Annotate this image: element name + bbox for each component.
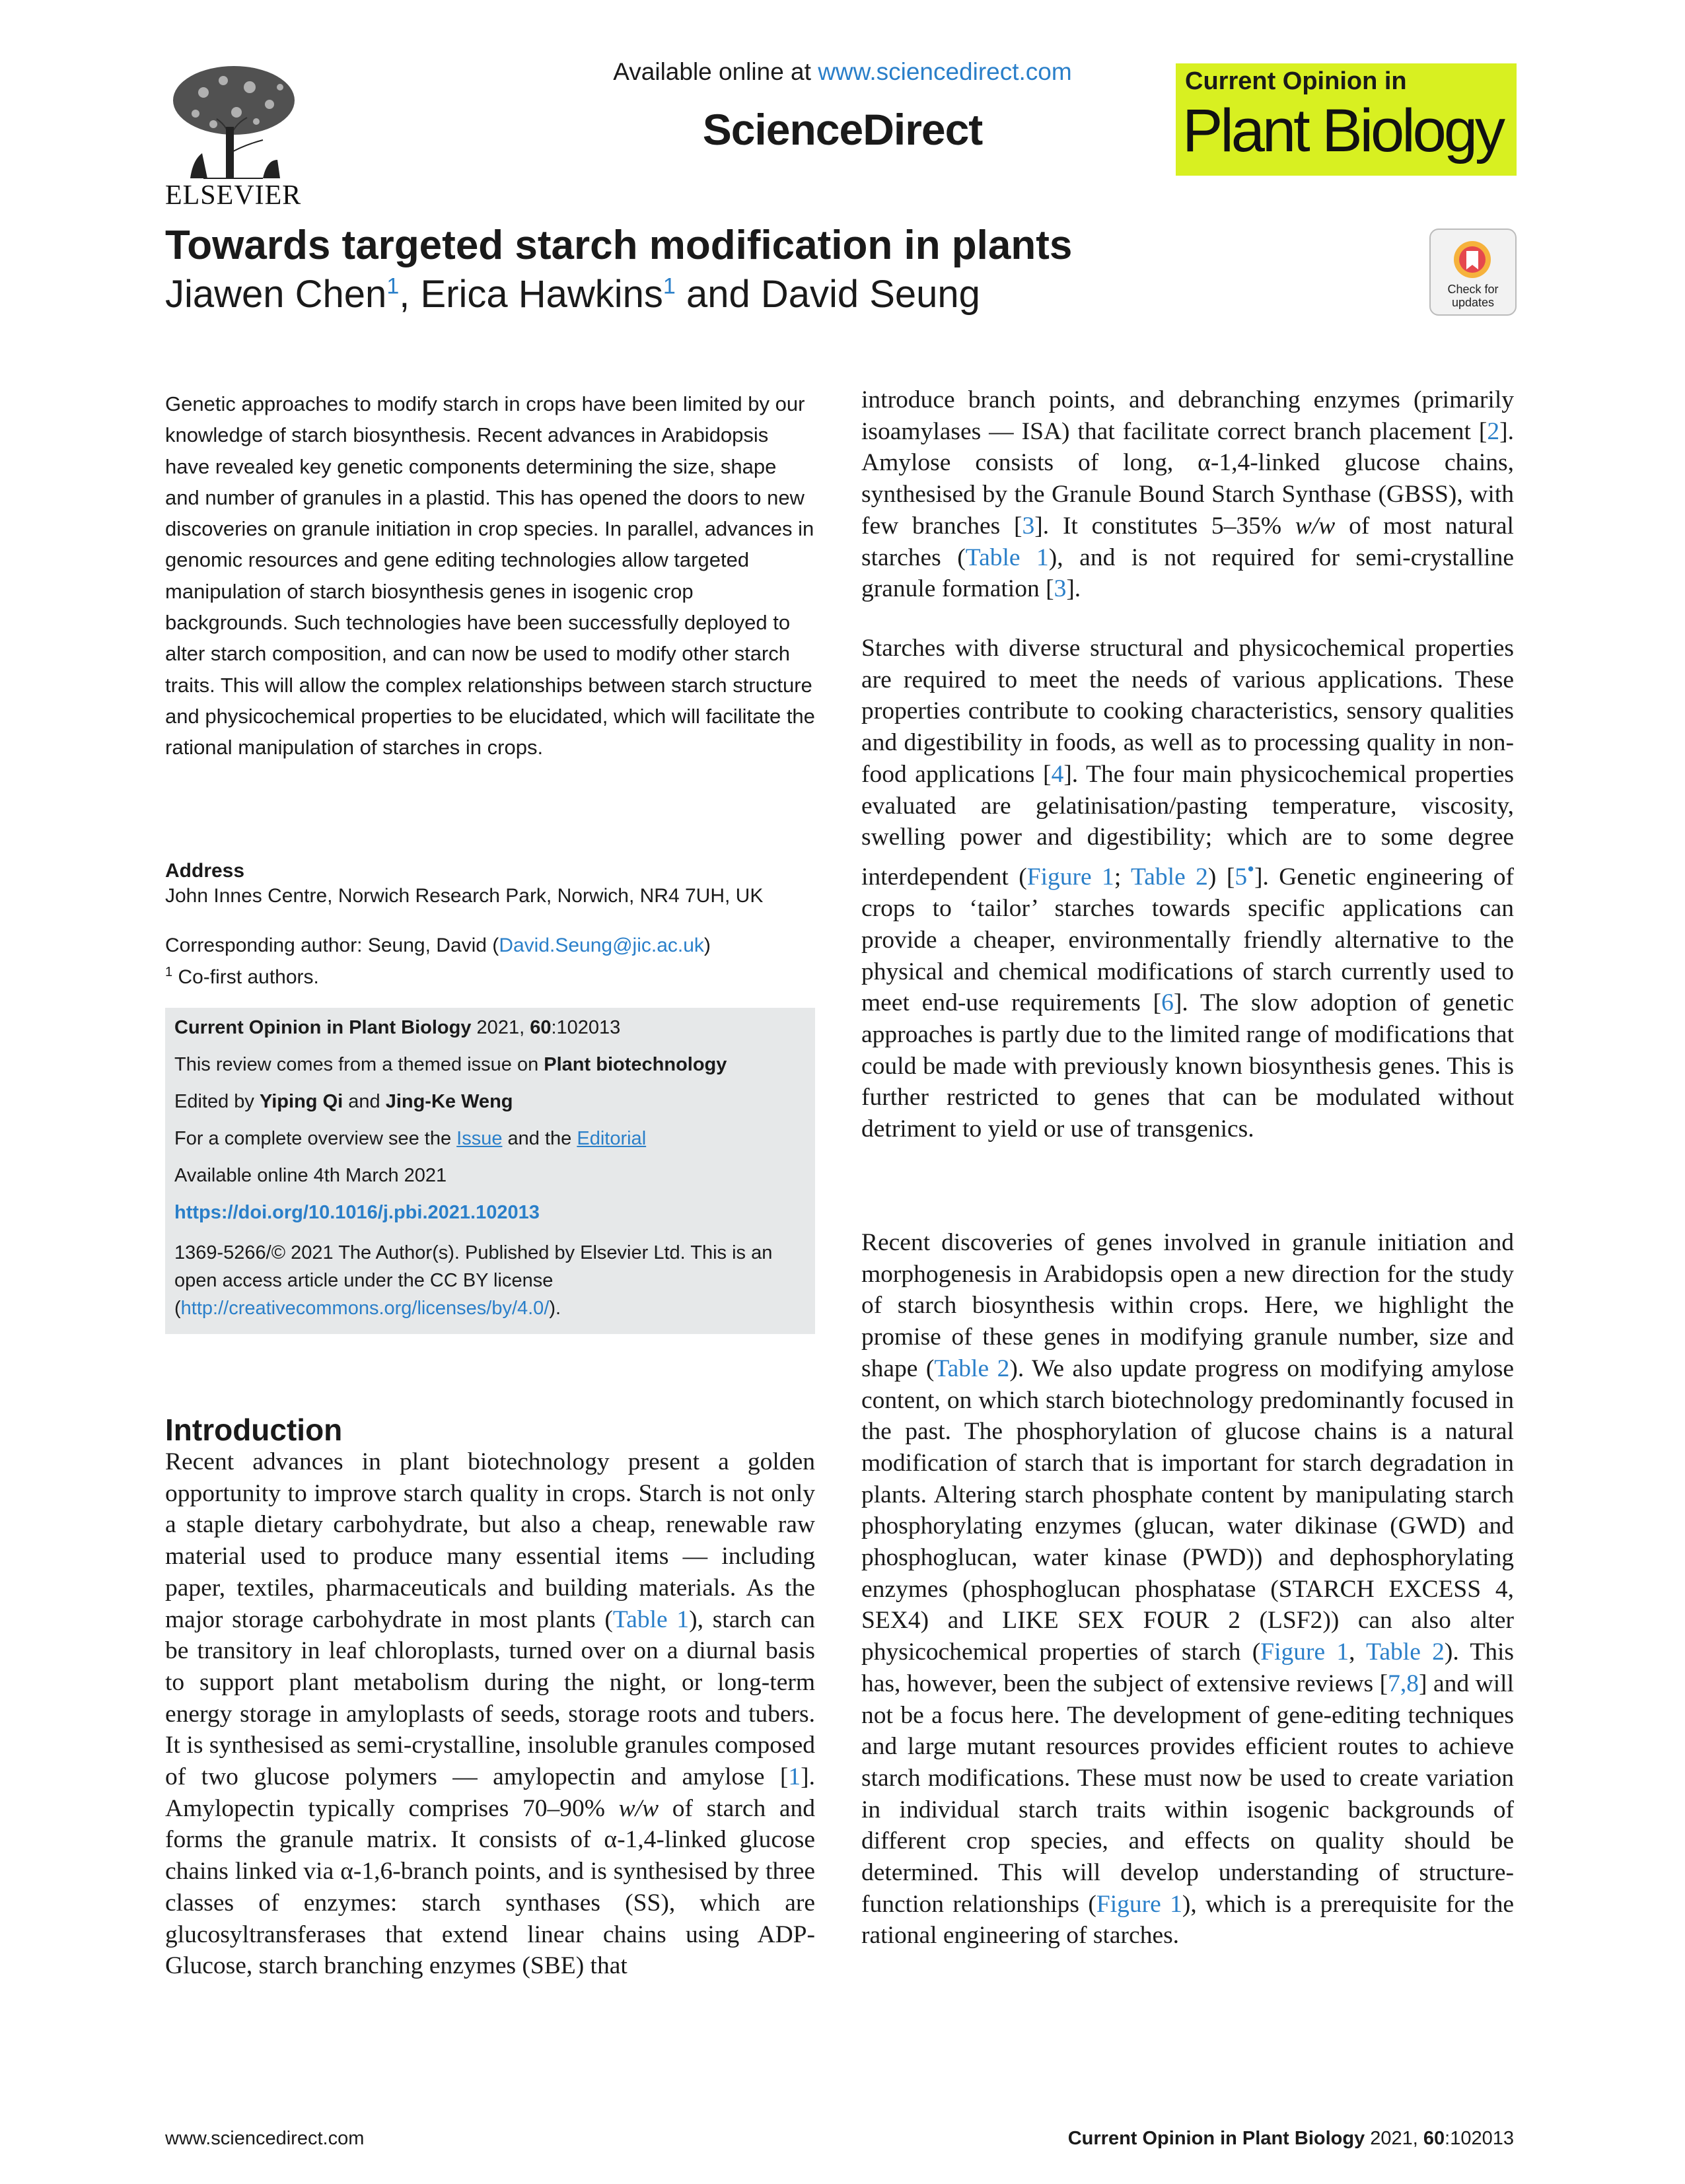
journal-logo [1176,63,1517,176]
check-for-updates-badge[interactable] [1429,229,1517,316]
author-separator: , [399,273,421,316]
affiliation-mark[interactable]: 1 [663,273,676,299]
corresponding-author-line [165,933,815,959]
reference-link[interactable]: 5 [1235,863,1248,891]
body-text: ; [1114,863,1131,891]
recommended-bullet: • [1247,857,1255,880]
corresponding-suffix: ) [703,934,711,956]
editorial-link[interactable]: Editorial [577,1128,647,1149]
body-text: ]. Amylose consists of long, α-1,4-linked glucose chains, synthesised by the Granule Bound Starch Synthase (GBSS), with few branches [ [861,417,1514,540]
figure-1-link[interactable]: Figure 1 [1026,863,1114,891]
corresponding-author [165,933,815,991]
reference-link[interactable]: 1 [788,1763,801,1791]
reference-link[interactable]: 3 [1022,512,1035,540]
reference-link[interactable]: 6 [1161,989,1174,1017]
address-heading: Address [165,860,245,882]
issue-link[interactable]: Issue [456,1128,503,1149]
address-text: John Innes Centre, Norwich Research Park, Norwich, NR4 7UH, UK [165,885,764,907]
table-1-link[interactable]: Table 1 [965,544,1049,571]
info-overview-and: and the [502,1128,577,1149]
author-name: David Seung [760,273,980,316]
article-info-box [165,1008,815,1334]
sciencedirect-link[interactable]: www.sciencedirect.com [818,58,1072,85]
body-text: ), starch can be transitory in leaf chloroplasts, turned over on a diurnal basis to support plant metabolism during the night, or long-term energy storage in amyloplasts of seeds, storage roots and tubers. It is synthesised as semi-crystalline, insoluble granules composed of two glucose polymers — amylopectin and amylose [ [165,1605,815,1791]
author-name: Jiawen Chen [165,273,387,316]
table-1-link[interactable]: Table 1 [612,1605,690,1633]
body-text: Recent discoveries of genes involved in granule initiation and morphogenesis in Arabidopsis open a new direction for the study of starch biosynthesis within crops. Here, we highlight the promise of these genes in modifying granule number, size and shape ( [861,1229,1514,1382]
corresponding-prefix: Corresponding author: Seung, David ( [165,934,499,956]
info-editor: Yiping Qi [259,1091,343,1112]
footer-citation [1068,2128,1514,2150]
info-overview-prefix: For a complete overview see the [174,1128,457,1149]
footer-year: 2021, [1365,2128,1423,2149]
body-paragraph [861,633,1514,1145]
author-separator: and [675,273,761,316]
author-name: Erica Hawkins [420,273,663,316]
abstract: Genetic approaches to modify starch in crops have been limited by our knowledge of starch biosynthesis. Recent advances in Arabidopsis have revealed key genetic components determining the size, shape and number of granules in a plastid. This has opened the doors to new discoveries on granule initiation in crop species. In parallel, advances in genomic resources and gene editing technologies allow targeted manipulation of starch biosynthesis genes in isogenic crop backgrounds. Such technologies have been successfully deployed to alter starch composition, and can now be used to modify other starch traits. This will allow the complex relationships between starch structure and physicochemical properties to be elucidated, which will facilitate the rational manipulation of starches in crops. [165,392,815,759]
journal-logo-main: Plant Biology [1182,97,1503,164]
doi-link[interactable] [174,1202,806,1224]
info-license [174,1239,806,1322]
body-text: ] and will not be a focus here. The development of gene-editing techniques and large mutant resources provides efficient routes to achieve starch modifications. These must now be used to create variation in individual starch traits within isogenic backgrounds of different crop species, and effects on quality should be determined. This will develop understanding of structure-function relationships ( [861,1670,1514,1918]
body-text: ) [ [1207,863,1235,891]
affiliation-mark[interactable]: 1 [386,273,400,299]
info-citation [174,1017,806,1039]
available-online-label: Available online at [613,58,818,85]
body-text: of starch and forms the granule matrix. It consists of α-1,4-linked glucose chains linked via α-1,6-branch points, and is synthesised by three classes of enzymes: starch synthases (SS), which are glucosyltransferases that extend linear chains using ADP-Glucose, starch branching enzymes (SBE) that [165,1794,816,1980]
body-text: introduce branch points, and debranching enzymes (primarily isoamylases — ISA) that facilitate correct branch placement [ [861,386,1514,445]
sciencedirect-brand: ScienceDirect [702,105,983,154]
body-text: ), which is a prerequisite for the rational engineering of starches. [861,1890,1514,1950]
body-text: Starches with diverse structural and physicochemical properties are required to meet the needs of various applications. These properties contribute to cooking characteristics, sensory qualities and digestibility in foods, as well as to processing quality in non-food applications [ [861,635,1514,788]
introduction-paragraph [165,1446,815,1982]
body-paragraph [861,1227,1514,1952]
author-email-link[interactable]: David.Seung@jic.ac.uk [499,934,704,956]
info-themed-issue [174,1054,806,1076]
author-list [165,272,980,316]
info-edited-prefix: Edited by [174,1091,260,1112]
info-editors [174,1091,806,1113]
info-themed-prefix: This review comes from a themed issue on [174,1054,544,1075]
info-license-suffix: ). [549,1298,561,1319]
body-text: ]. It constitutes 5–35% [1034,512,1295,540]
info-editor-and: and [343,1091,386,1112]
figure-1-link[interactable]: Figure 1 [1260,1638,1349,1666]
info-available-date: Available online 4th March 2021 [174,1165,447,1186]
body-text: ]. Amylopectin typically comprises 70–90% [165,1763,815,1822]
footer-volume: 60 [1423,2128,1445,2149]
check-for-updates-icon [1452,239,1493,280]
reference-link[interactable]: 3 [1054,575,1067,603]
body-text: ]. The slow adoption of genetic approaches is partly due to the limited range of modifications that could be made with previously known biosynthesis genes. This is further restricted to genes that can be modulated without detriment to yield or use of transgenics. [861,989,1514,1143]
article-title: Towards targeted starch modification in plants [165,223,1073,268]
body-text: Recent advances in plant biotechnology present a golden opportunity to improve starch quality in crops. Starch is not only a staple dietary carbohydrate, but also a cheap, renewable raw material used to produce many essential items — including paper, textiles, pharmaceuticals and building materials. As the major storage carbohydrate in most plants ( [165,1448,815,1633]
body-text: ]. The four main physicochemical properties evaluated are gelatinisation/pasting temperature, viscosity, swelling power and digestibility; which are to some degree interdependent ( [861,760,1514,891]
publisher-wordmark: ELSEVIER [165,180,302,211]
co-first-note [165,959,815,991]
italic-unit: w/w [1295,512,1336,540]
info-volume: 60 [530,1017,552,1038]
co-first-text: Co-first authors. [172,966,319,988]
body-text: ). We also update progress on modifying amylose content, on which starch biotechnology predominantly focused in the past. The phosphorylation of glucose chains is a natural modification of starch that is important for starch degradation in plants. Altering starch phosphate content by manipulating starch phosphorylating enzymes (glucan, water dikinase (GWD) and phosphoglucan, water kinase (PWD)) and dephosphorylating enzymes (phosphoglucan phosphatase (STARCH EXCESS 4, SEX4) and LIKE SEX FOUR 2 (LSF2)) can also alter physicochemical properties of starch ( [861,1355,1515,1666]
info-article-no: :102013 [551,1017,621,1038]
table-2-link[interactable]: Table 2 [934,1355,1010,1382]
journal-logo-top: Current Opinion in [1185,67,1407,95]
reference-link[interactable]: 7,8 [1388,1670,1419,1697]
info-overview [174,1128,806,1150]
figure-1-link[interactable]: Figure 1 [1096,1890,1182,1918]
footer-url[interactable]: www.sciencedirect.com [165,2128,365,2149]
body-text: of most natural starches ( [861,512,1514,571]
info-journal: Current Opinion in Plant Biology [174,1017,472,1038]
table-2-link[interactable]: Table 2 [1130,863,1208,891]
body-text: ). This has, however, been the subject of extensive reviews [ [861,1638,1515,1697]
check-for-updates-label: Check for updates [1447,283,1499,309]
reference-link[interactable]: 2 [1487,417,1500,445]
body-paragraph [861,384,1514,605]
body-text: , [1349,1638,1367,1666]
body-text: ]. [1066,575,1081,603]
section-heading-introduction: Introduction [165,1413,343,1447]
info-year: 2021, [471,1017,530,1038]
info-license-prefix: 1369-5266/© 2021 The Author(s). Published by Elsevier Ltd. This is an open access article under the CC BY license ( [174,1242,773,1319]
info-editor: Jing-Ke Weng [385,1091,513,1112]
footer-article-no: :102013 [1445,2128,1514,2149]
info-themed-topic: Plant biotechnology [544,1054,727,1075]
italic-unit: w/w [618,1794,659,1822]
reference-link[interactable]: 4 [1051,760,1064,788]
doi-link-text[interactable]: https://doi.org/10.1016/j.pbi.2021.102013 [174,1202,540,1223]
table-2-link[interactable]: Table 2 [1366,1638,1445,1666]
co-first-mark: 1 [165,965,173,979]
body-text: ]. Genetic engineering of crops to ‘tailor’ starches towards specific applications can provide a cheaper, environmentally friendly alternative to the physical and chemical modifications of starch currently used to meet end-use requirements [ [861,863,1514,1017]
body-text: ), and is not required for semi-crystalline granule formation [ [861,544,1514,603]
footer-journal-name: Current Opinion in Plant Biology [1067,2128,1365,2149]
license-link[interactable]: http://creativecommons.org/licenses/by/4.0/ [180,1298,550,1319]
